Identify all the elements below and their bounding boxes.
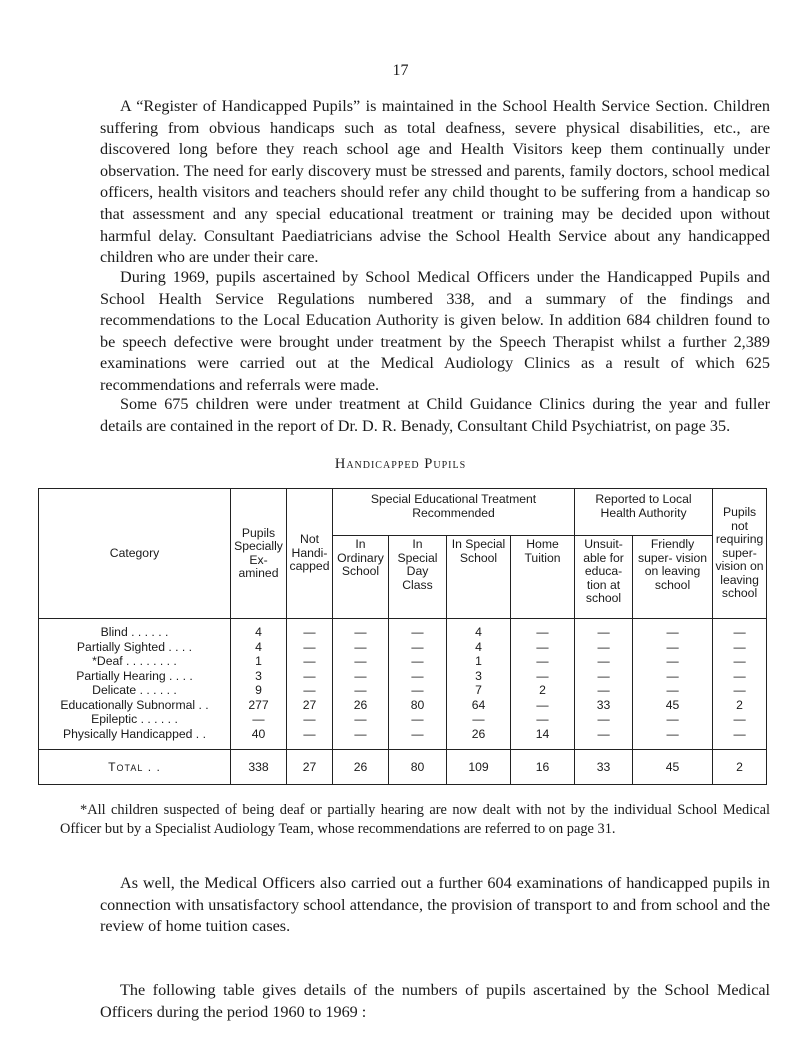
cell: —: [511, 654, 575, 669]
cell: 64: [447, 698, 511, 713]
row-category: Epileptic . . . . . .: [39, 712, 231, 727]
cell: —: [713, 683, 767, 698]
page-number: 17: [392, 62, 409, 79]
table-row: [39, 683, 767, 698]
paragraph-child-guidance: Some 675 children were under treatment at Child Guidance Clinics during the year and fuller details are contained in the report of Dr. D. R. Benady, Consultant Child Psychiatrist, on page 35.: [100, 395, 770, 435]
header-not-handicapped: Not Handi- capped: [287, 489, 333, 619]
cell: —: [333, 712, 389, 727]
cell: 9: [231, 683, 287, 698]
total-cell: 26: [333, 750, 389, 785]
table-row: [39, 654, 767, 669]
row-category: Educationally Subnormal . .: [39, 698, 231, 713]
cell: —: [287, 683, 333, 698]
cell: —: [333, 619, 389, 640]
cell: —: [713, 654, 767, 669]
cell: —: [575, 683, 633, 698]
row-category: Blind . . . . . .: [39, 619, 231, 640]
paragraph-further-examinations: As well, the Medical Officers also carried out a further 604 examinations of handicapped pupils in connection with unsatisfactory school attendance, the provision of transport to and from school and the review of home tuition cases.: [100, 874, 770, 936]
cell: 1: [231, 654, 287, 669]
header-friendly-supervision: Friendly super- vision on leaving school: [633, 536, 713, 619]
cell: —: [511, 640, 575, 655]
cell: —: [633, 654, 713, 669]
cell: 3: [447, 669, 511, 684]
cell: —: [713, 712, 767, 727]
total-cell: 45: [633, 750, 713, 785]
total-row: [39, 750, 767, 785]
cell: 3: [231, 669, 287, 684]
table-footnote: *All children suspected of being deaf or partially hearing are now dealt with not by the individual School Medical Officer but by a Specialist Audiology Team, whose recommendations are referred to on page 31.: [60, 802, 770, 837]
total-cell: 16: [511, 750, 575, 785]
table-row: [39, 640, 767, 655]
header-in-special-day-class: In Special Day Class: [389, 536, 447, 619]
cell: 27: [287, 698, 333, 713]
header-pupils-examined: Pupils Specially Ex- amined: [231, 489, 287, 619]
cell: 4: [447, 619, 511, 640]
cell: 7: [447, 683, 511, 698]
row-category: Physically Handicapped . .: [39, 727, 231, 750]
cell: —: [333, 727, 389, 750]
cell: —: [575, 712, 633, 727]
cell: 4: [231, 619, 287, 640]
cell: —: [389, 669, 447, 684]
cell: —: [287, 669, 333, 684]
cell: —: [333, 669, 389, 684]
cell: 33: [575, 698, 633, 713]
cell: —: [575, 619, 633, 640]
cell: 4: [231, 640, 287, 655]
table-row: [39, 669, 767, 684]
cell: —: [447, 712, 511, 727]
cell: —: [287, 712, 333, 727]
cell: 2: [713, 698, 767, 713]
cell: 40: [231, 727, 287, 750]
row-category: Partially Sighted . . . .: [39, 640, 231, 655]
cell: —: [333, 640, 389, 655]
paragraph-ascertained-1969: During 1969, pupils ascertained by School Medical Officers under the Handicapped Pupils and School Health Service Regulations numbered 338, and a summary of the findings and recommendations to the Local Education Authority is given below. In addition 684 children found to be speech defective were brought under treatment by the Speech Therapist whilst a further 2,389 examinations were carried out at the Medical Audiology Clinics as a result of which 625 recommendations and referrals were made.: [100, 268, 770, 394]
cell: —: [713, 619, 767, 640]
header-not-requiring-supervision: Pupils not requiring super- vision on leaving school: [713, 489, 767, 619]
cell: —: [389, 619, 447, 640]
row-category: Partially Hearing . . . .: [39, 669, 231, 684]
table-row: [39, 712, 767, 727]
cell: —: [287, 619, 333, 640]
cell: 4: [447, 640, 511, 655]
cell: 26: [447, 727, 511, 750]
cell: —: [575, 640, 633, 655]
table-title: Handicapped Pupils: [334, 456, 467, 472]
cell: —: [333, 683, 389, 698]
total-cell: 2: [713, 750, 767, 785]
cell: 14: [511, 727, 575, 750]
cell: —: [633, 669, 713, 684]
cell: —: [389, 654, 447, 669]
cell: —: [575, 669, 633, 684]
header-home-tuition: Home Tuition: [511, 536, 575, 619]
cell: —: [511, 698, 575, 713]
total-cell: 33: [575, 750, 633, 785]
header-reported-group: Reported to Local Health Authority: [575, 489, 713, 536]
cell: —: [511, 669, 575, 684]
header-unsuitable-for-education: Unsuit- able for educa- tion at school: [575, 536, 633, 619]
handicapped-pupils-table: [38, 488, 767, 785]
header-special-educational-group: Special Educational Treatment Recommended: [333, 489, 575, 536]
cell: —: [633, 683, 713, 698]
paragraph-register: A “Register of Handicapped Pupils” is maintained in the School Health Service Section. Children suffering from obvious handicaps such as total deafness, severe physical disabilities, etc., are discovered long before they reach school age and Health Visitors keep them continually under observation. The need for early discovery must be stressed and parents, family doctors, school medical officers, health visitors and teachers should refer any child thought to be suffering from a handicap so that assessment and any special educational treatment or training may be decided upon without harmful delay. Consultant Paediatricians advise the School Health Service about any handicapped children who are under their care.: [100, 97, 770, 267]
cell: —: [575, 654, 633, 669]
cell: —: [633, 727, 713, 750]
total-cell: 80: [389, 750, 447, 785]
total-cell: 338: [231, 750, 287, 785]
cell: —: [389, 727, 447, 750]
cell: —: [287, 640, 333, 655]
cell: 26: [333, 698, 389, 713]
cell: —: [575, 727, 633, 750]
cell: —: [511, 619, 575, 640]
cell: —: [389, 712, 447, 727]
header-category: Category: [39, 489, 231, 619]
cell: —: [389, 683, 447, 698]
row-category: *Deaf . . . . . . . .: [39, 654, 231, 669]
cell: —: [713, 727, 767, 750]
table-row: [39, 698, 767, 713]
cell: 1: [447, 654, 511, 669]
cell: 277: [231, 698, 287, 713]
cell: 2: [511, 683, 575, 698]
row-category: Delicate . . . . . .: [39, 683, 231, 698]
cell: —: [633, 640, 713, 655]
cell: —: [333, 654, 389, 669]
cell: —: [287, 727, 333, 750]
cell: —: [713, 640, 767, 655]
cell: —: [389, 640, 447, 655]
total-cell: 27: [287, 750, 333, 785]
cell: —: [633, 712, 713, 727]
cell: —: [511, 712, 575, 727]
cell: 45: [633, 698, 713, 713]
total-cell: 109: [447, 750, 511, 785]
cell: 80: [389, 698, 447, 713]
cell: —: [287, 654, 333, 669]
cell: —: [231, 712, 287, 727]
header-in-ordinary-school: In Ordinary School: [333, 536, 389, 619]
total-label: Total . .: [39, 750, 231, 785]
cell: —: [633, 619, 713, 640]
header-in-special-school: In Special School: [447, 536, 511, 619]
cell: —: [713, 669, 767, 684]
table-row: [39, 727, 767, 750]
table-row: [39, 619, 767, 640]
paragraph-following-table: The following table gives details of the numbers of pupils ascertained by the School Medical Officers during the period 1960 to 1969 :: [100, 981, 770, 1021]
